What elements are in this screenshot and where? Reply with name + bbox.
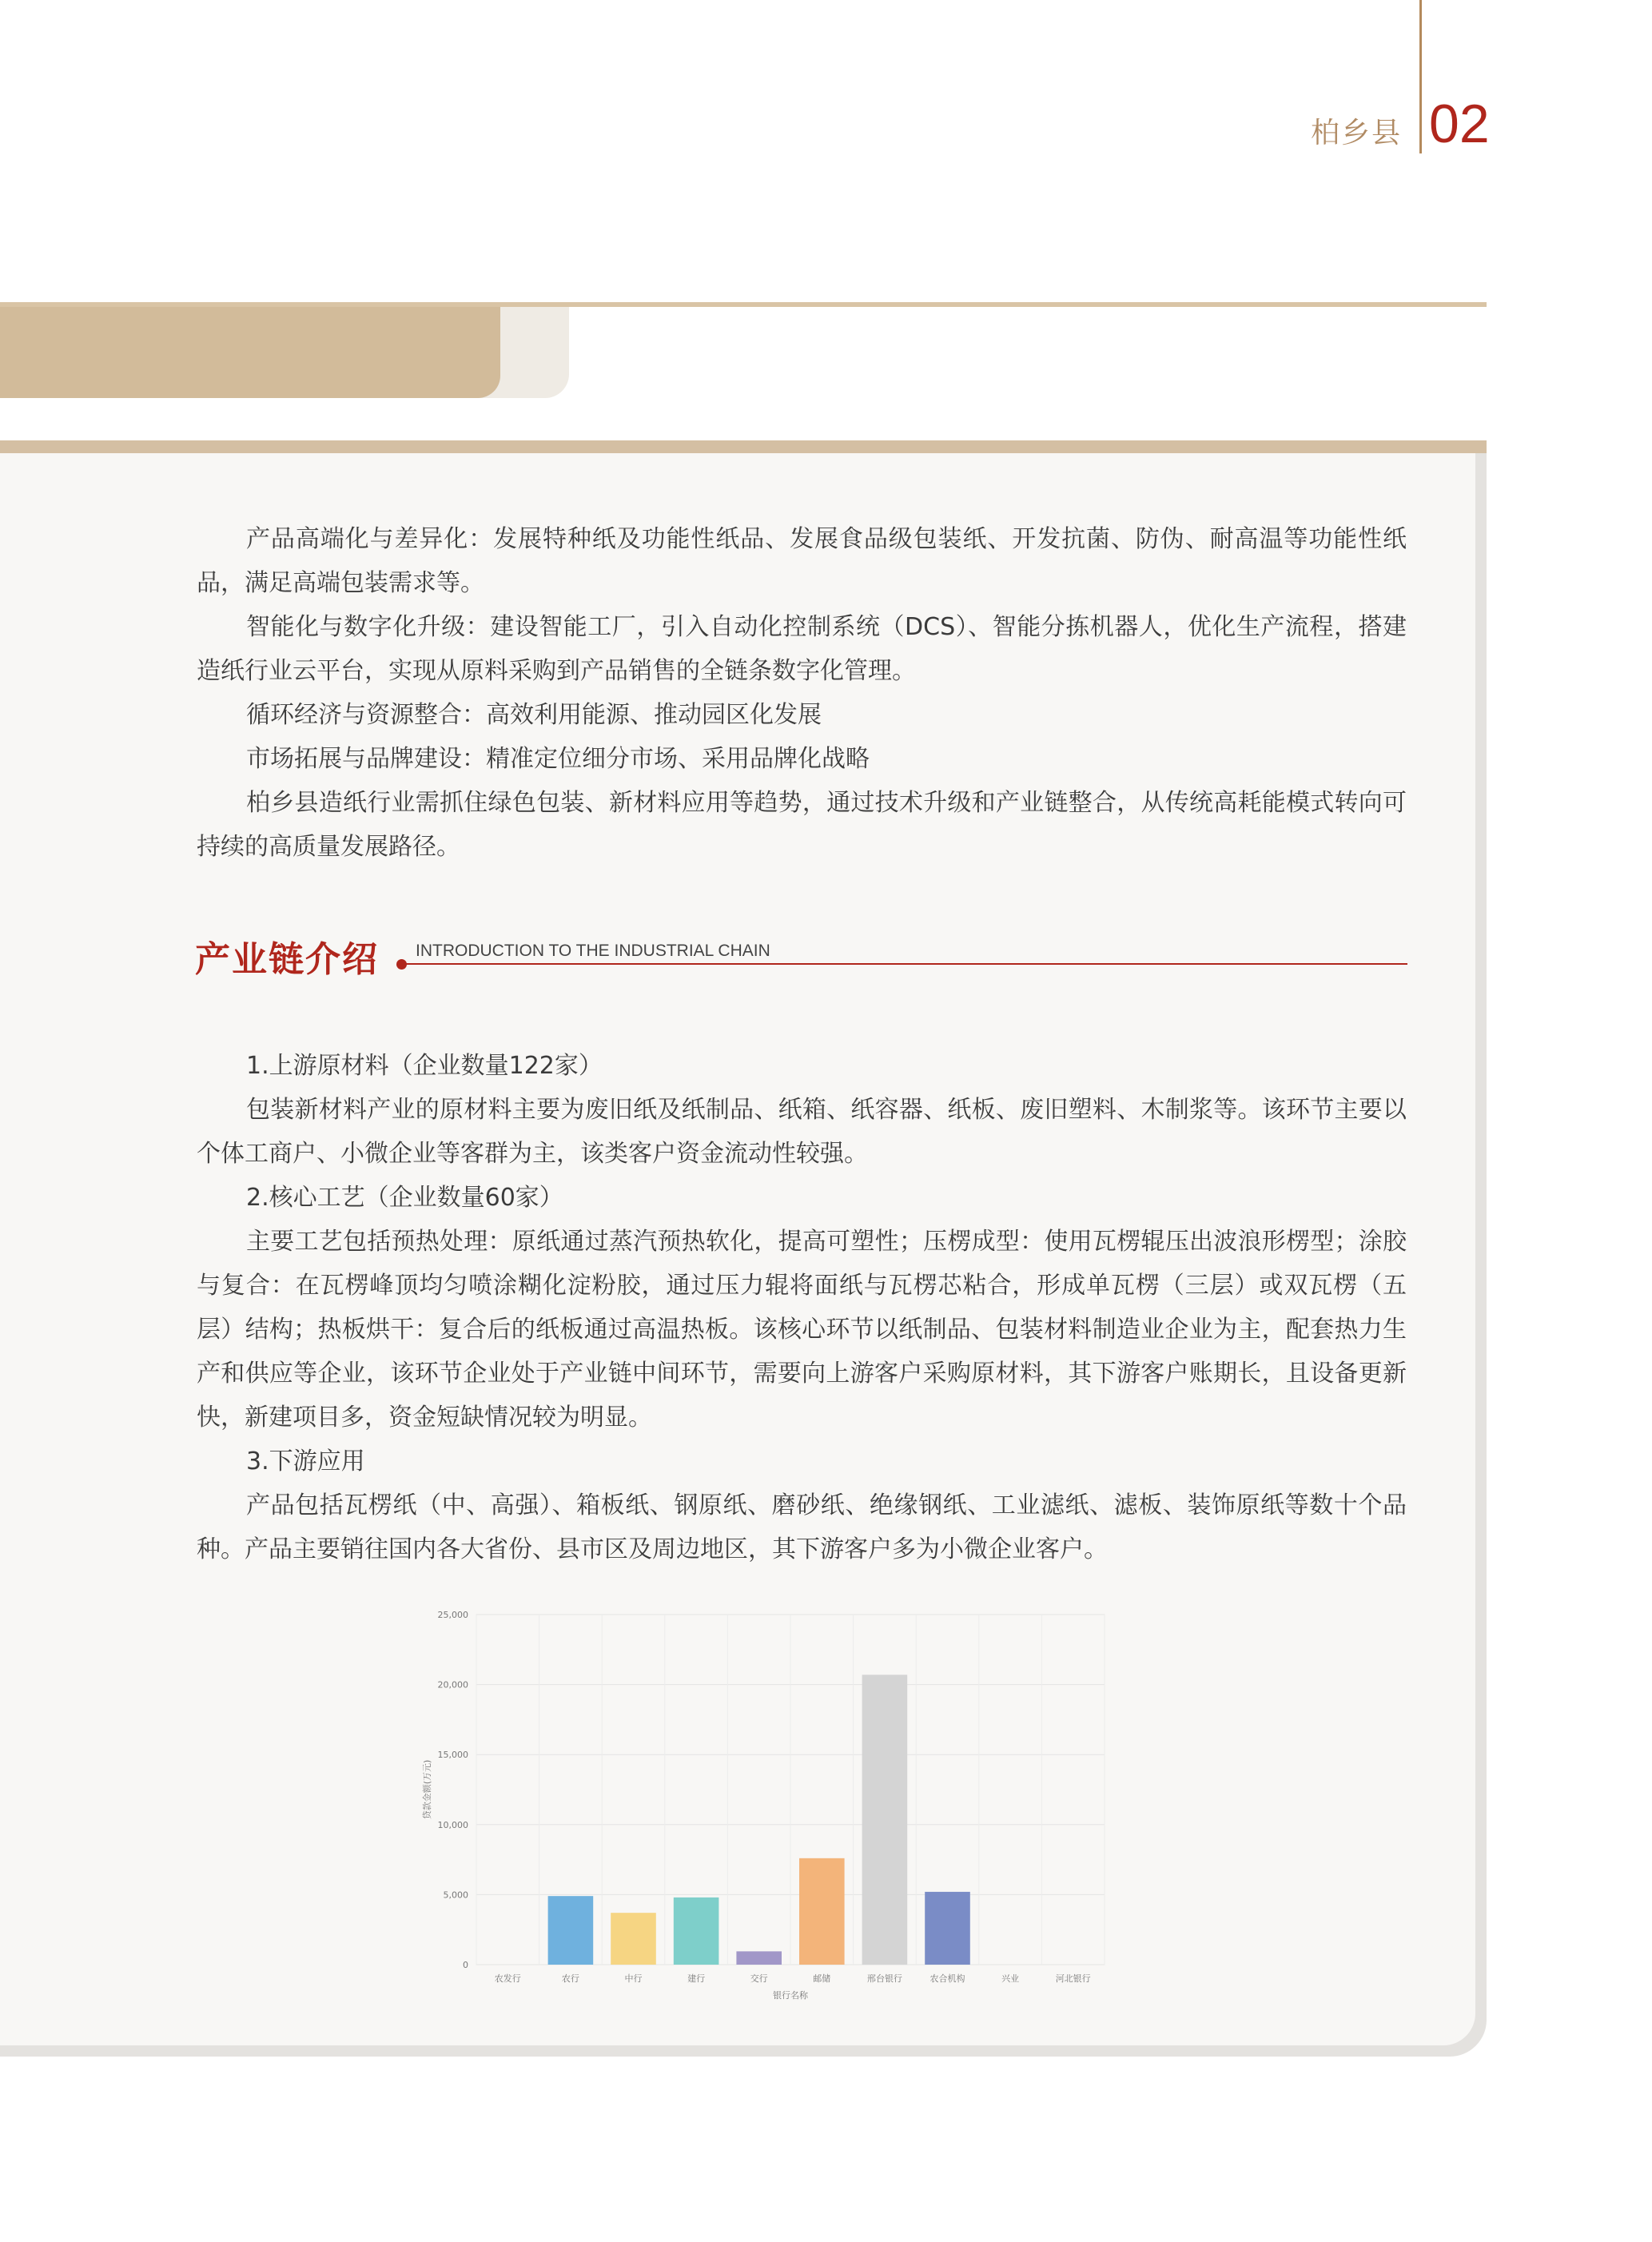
x-tick-label: 农行 xyxy=(561,1973,579,1984)
intro-paragraph: 产品高端化与差异化：发展特种纸及功能性纸品、发展食品级包装纸、开发抗菌、防伪、耐高温等功能性纸品，满足高端包装需求等。 xyxy=(197,525,1407,597)
x-tick-label: 中行 xyxy=(624,1973,643,1984)
intro-paragraph: 循环经济与资源整合：高效利用能源、推动园区化发展 xyxy=(246,701,822,729)
intro-paragraph: 智能化与数字化升级：建设智能工厂，引入自动化控制系统（DCS）、智能分拣机器人，优化生产流程，搭建造纸行业云平台，实现从原料采购到产品销售的全链条数字化管理。 xyxy=(197,613,1407,685)
section-heading-core: 2.核心工艺（企业数量60家） xyxy=(246,1184,563,1212)
y-tick-label: 20,000 xyxy=(437,1679,468,1690)
x-tick-label: 河北银行 xyxy=(1055,1973,1091,1984)
y-tick-label: 25,000 xyxy=(437,1610,468,1620)
header-divider xyxy=(1419,0,1422,153)
x-tick-label: 邢台银行 xyxy=(866,1973,902,1984)
y-tick-label: 15,000 xyxy=(437,1750,468,1761)
section-text xyxy=(197,1044,1407,1571)
loan-bar-chart xyxy=(400,1583,1119,2014)
header-county: 柏乡县 xyxy=(1311,117,1403,149)
x-tick-label: 兴业 xyxy=(1001,1973,1020,1984)
y-tick-label: 10,000 xyxy=(437,1819,468,1830)
y-tick-label: 0 xyxy=(463,1960,468,1970)
x-axis-label: 银行名称 xyxy=(773,1990,808,2001)
section-subtitle: INTRODUCTION TO THE INDUSTRIAL CHAIN xyxy=(416,942,770,960)
bar xyxy=(674,1898,719,1965)
x-tick-label: 农发行 xyxy=(494,1973,521,1984)
section-paragraph: 包装新材料产业的原材料主要为废旧纸及纸制品、纸箱、纸容器、纸板、废旧塑料、木制浆等。该环节主要以个体工商户、小微企业等客群为主，该类客户资金流动性较强。 xyxy=(197,1096,1407,1168)
section-title-rule xyxy=(406,963,1407,965)
header-tab xyxy=(0,307,500,398)
bar xyxy=(611,1913,656,1965)
intro-paragraph: 市场拓展与品牌建设：精准定位细分市场、采用品牌化战略 xyxy=(246,745,870,773)
bar xyxy=(548,1896,594,1965)
intro-paragraph: 柏乡县造纸行业需抓住绿色包装、新材料应用等趋势，通过技术升级和产业链整合，从传统高耗能模式转向可持续的高质量发展路径。 xyxy=(197,789,1407,861)
x-tick-label: 建行 xyxy=(687,1973,706,1984)
section-heading-downstream: 3.下游应用 xyxy=(246,1448,365,1475)
page-number: 02 xyxy=(1429,94,1490,154)
bar xyxy=(862,1675,908,1965)
section-paragraph: 产品包括瓦楞纸（中、高强）、箱板纸、钢原纸、磨砂纸、绝缘钢纸、工业滤纸、滤板、装饰原纸等数十个品种。产品主要销往国内各大省份、县市区及周边地区，其下游客户多为小微企业客户。 xyxy=(197,1491,1407,1563)
y-tick-label: 5,000 xyxy=(443,1890,468,1901)
section-paragraph: 主要工艺包括预热处理：原纸通过蒸汽预热软化，提高可塑性；压楞成型：使用瓦楞辊压出波浪形楞型；涂胶与复合：在瓦楞峰顶均匀喷涂糊化淀粉胶，通过压力辊将面纸与瓦楞芯粘合，形成单瓦楞（三层）或双瓦楞（五层）结构；热板烘干：复合后的纸板通过高温热板。该核心环节以纸制品、包装材料制造业企业为主，配套热力生产和供应等企业，该环节企业处于产业链中间环节，需要向上游客户采购原材料，其下游客户账期长，且设备更新快，新建项目多，资金短缺情况较为明显。 xyxy=(197,1228,1407,1432)
x-tick-label: 邮储 xyxy=(813,1973,831,1984)
x-tick-label: 交行 xyxy=(750,1973,768,1984)
section-heading-upstream: 1.上游原材料（企业数量122家） xyxy=(246,1052,603,1080)
panel-top-rule xyxy=(0,440,1487,453)
bar xyxy=(799,1858,845,1965)
y-axis-label: 贷款金额(万元) xyxy=(422,1759,432,1820)
bar xyxy=(736,1951,782,1965)
intro-text xyxy=(197,517,1407,869)
x-tick-label: 农合机构 xyxy=(929,1973,965,1984)
section-title: 产业链介绍 xyxy=(195,939,379,980)
bar xyxy=(925,1892,970,1965)
